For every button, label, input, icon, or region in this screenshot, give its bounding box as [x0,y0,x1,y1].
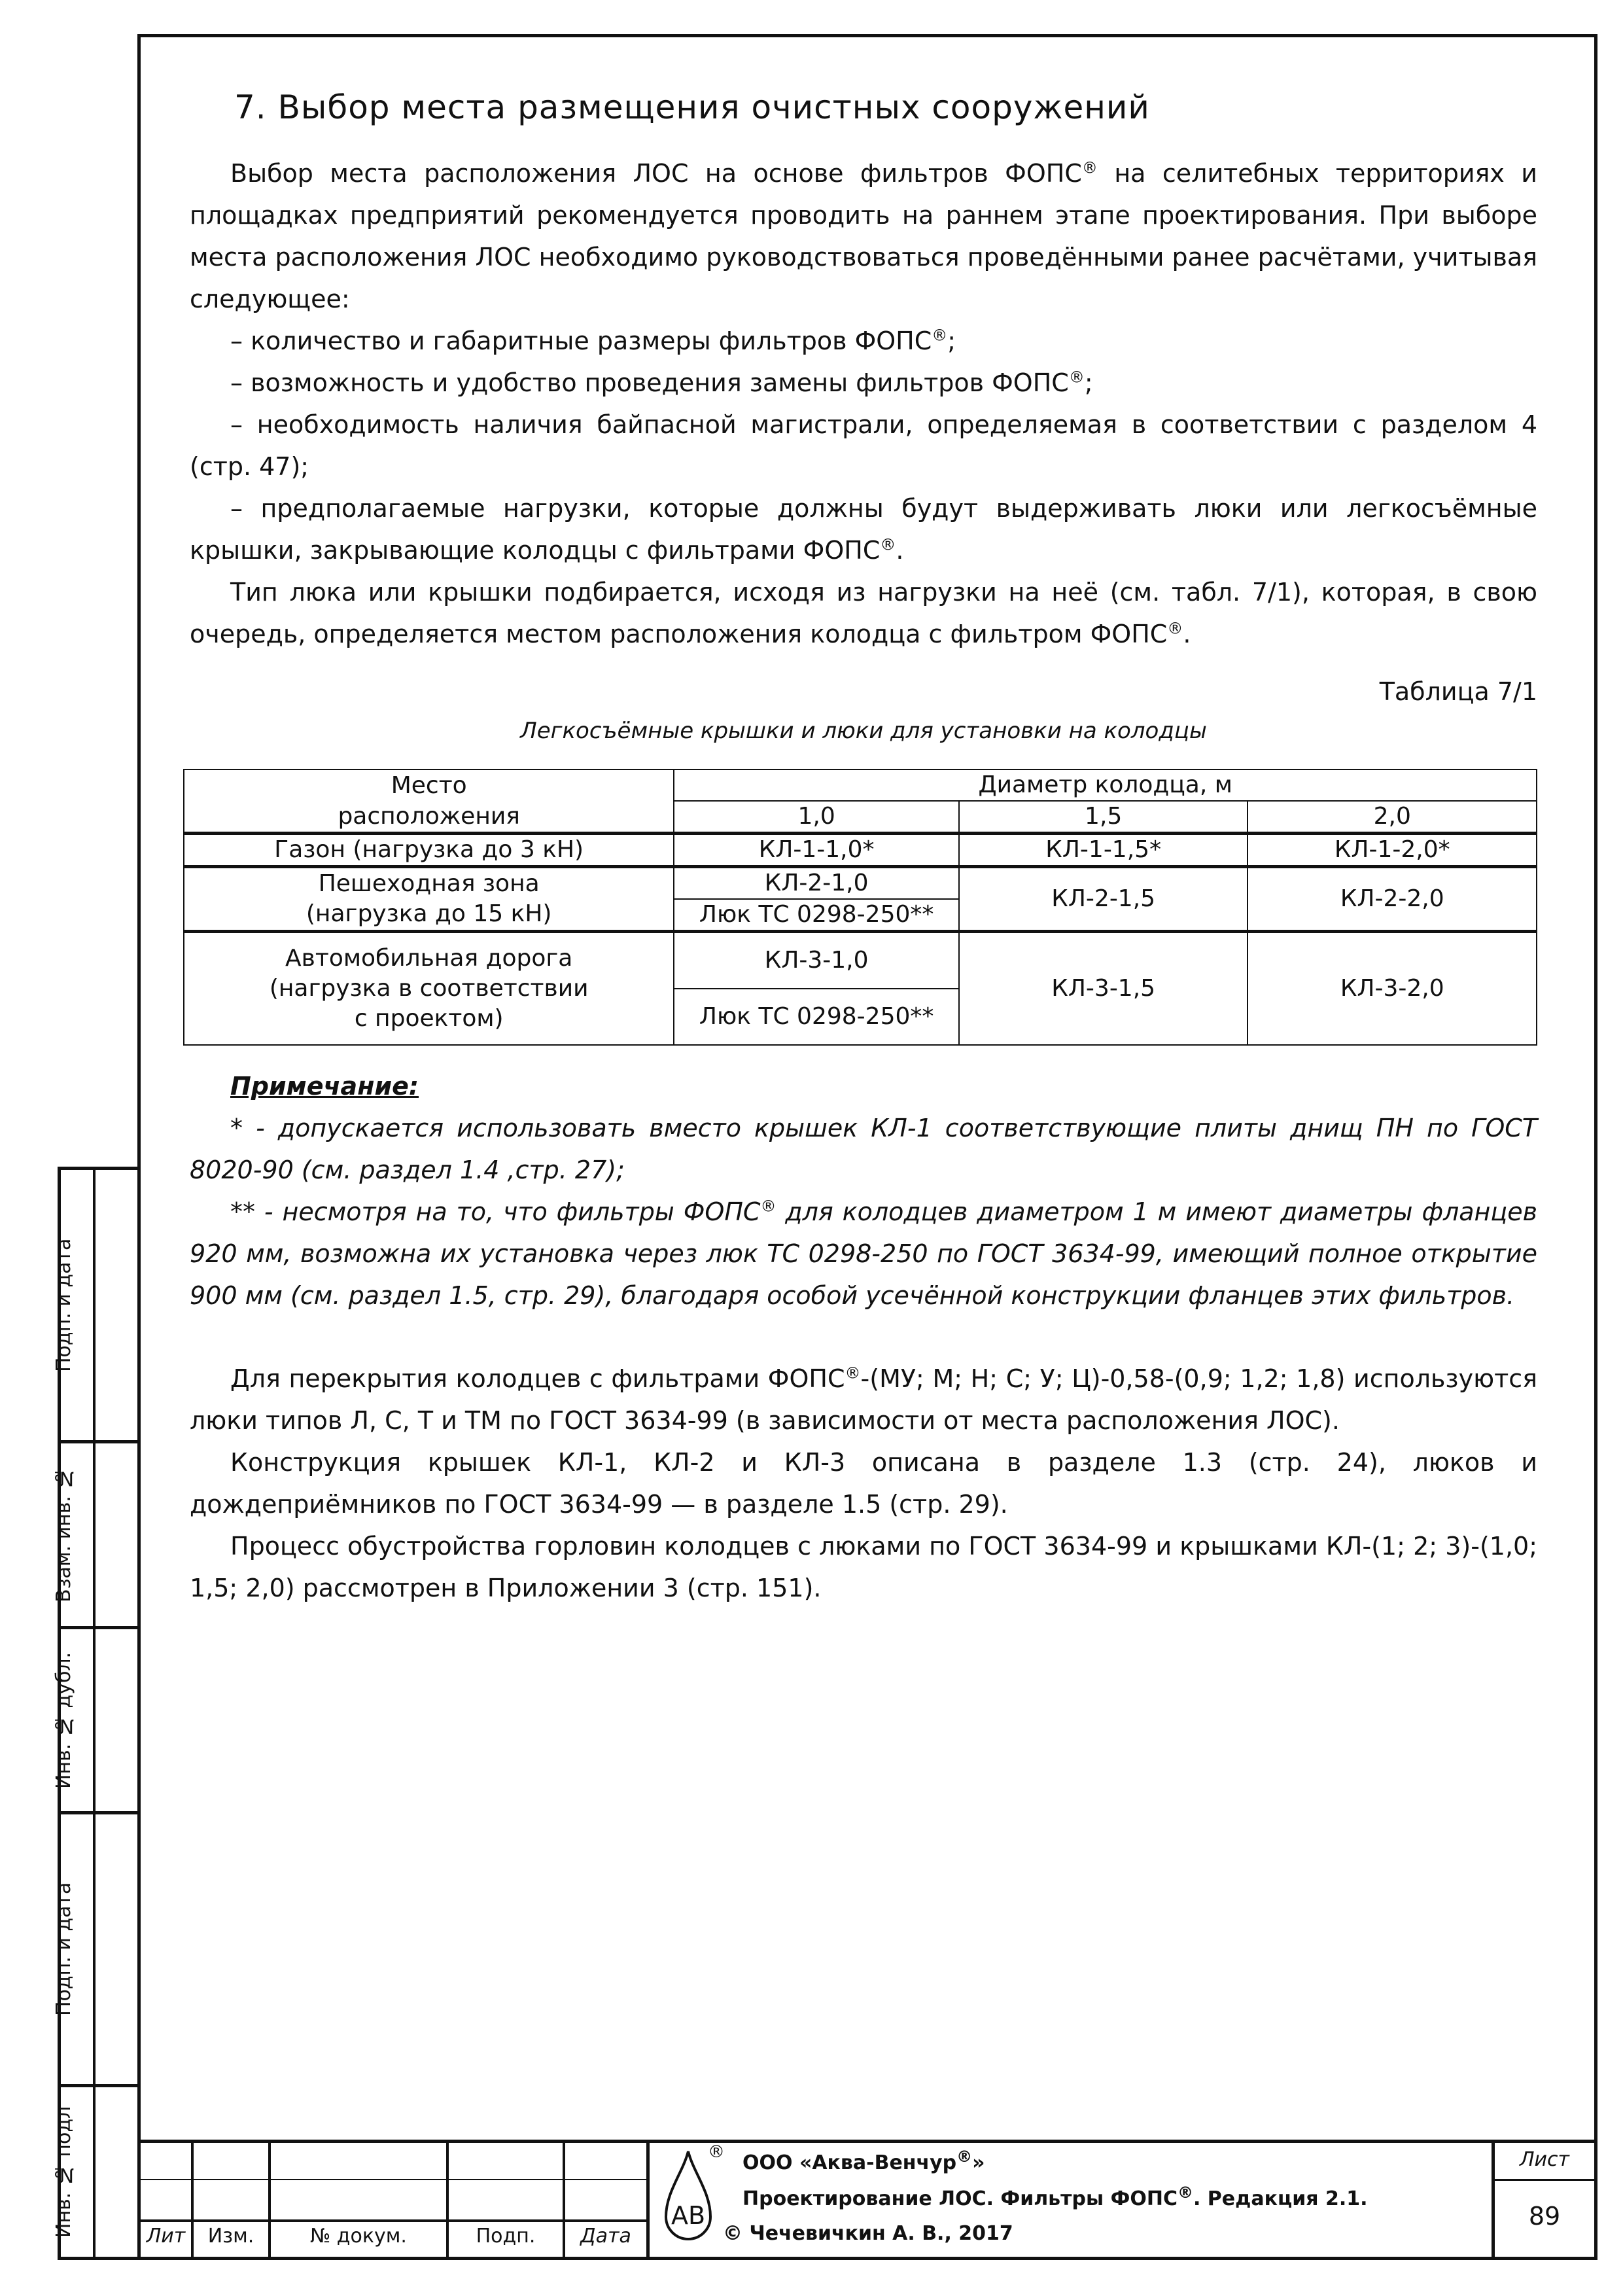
table-cell-text: Пешеходная зона [318,870,540,897]
side-label-orig-inv: Инв. № подл [52,2106,75,2238]
table-number: Таблица 7/1 [1379,677,1537,706]
table-row-lawn [184,834,1537,867]
stamp-izm: Изм. [207,2225,254,2248]
bullet-bypass: – необходимость наличия байпасной магистрали, определяемая в соответствии с разделом 4 (стр. 47); [190,410,1537,481]
stamp-project: Проектирование ЛОС. Фильтры ФОПС®. Редакция 2.1. [742,2183,1368,2210]
side-label-sign-date-2: Подп. и дата [52,1882,75,2017]
table-cell: КЛ-1-2,0* [1248,834,1537,867]
stamp-copyright: © Чечевичкин А. В., 2017 [723,2222,1013,2245]
table-cell-road [184,932,674,1046]
paragraph-intro: Выбор места расположения ЛОС на основе фильтров ФОПС® на селитебных территориях и площадках предприятий рекомендуется проводить на раннем этапе проектирования. При выборе места расположения ЛОС необходимо руководствоваться проведёнными ранее расчётами, учитывая следующее: [190,158,1537,313]
table-cell-text: с проектом) [354,1005,504,1032]
logo-letters: АВ [671,2201,706,2230]
bullet-loads: – предполагаемые нагрузки, которые должны будут выдерживать люки или легкосъёмные крышки, закрывающие колодцы с фильтрами ФОПС®. [190,494,1537,565]
table-cell: КЛ-2-1,0 [674,867,959,900]
side-label-replaced-inv: Взам. инв. № [52,1466,75,1603]
section-title: 7. Выбор места размещения очистных сооружений [234,88,1150,126]
table-cell-text: Автомобильная дорога [285,945,573,972]
drop-logo-icon [662,2146,714,2251]
stamp-row-2 [141,2219,648,2222]
logo-reg-mark: ® [708,2142,725,2162]
paragraph-process: Процесс обустройства горловин колодцев с люками по ГОСТ 3634-99 и крышками КЛ-(1; 2; 3)-(1,0; 1,5; 2,0) рассмотрен в Приложении 3 (стр. 151). [190,1532,1537,1602]
table-cell: Люк ТС 0298-250** [674,989,959,1045]
paragraph-hatches: Для перекрытия колодцев с фильтрами ФОПС®-(МУ; М; Н; С; У; Ц)-0,58-(0,9; 1,2; 1,8) используются люки типов Л, С, Т и ТМ по ГОСТ 3634-99 (в зависимости от места расположения ЛОС). [190,1364,1537,1435]
table-cell-lawn: Газон (нагрузка до 3 кН) [184,834,674,867]
table-cell: КЛ-2-2,0 [1248,867,1537,932]
note-2: ** - несмотря на то, что фильтры ФОПС® для колодцев диаметром 1 м имеют диаметры фланцев 920 мм, возможна их установка через люк ТС 0298-250 по ГОСТ 3634-99, имеющий полное открытие 900 мм (см. раздел 1.5, стр. 29), благодаря особой усечённой конструкции фланцев этих фильтров. [190,1197,1538,1310]
table-row-road [184,932,1537,989]
stamp-sheet-label: Лист [1519,2148,1570,2171]
table-head-diameter: Диаметр колодца, м [674,769,1537,801]
paragraph-construction: Конструкция крышек КЛ-1, КЛ-2 и КЛ-3 описана в разделе 1.3 (стр. 24), люков и дождеприёмников по ГОСТ 3634-99 — в разделе 1.5 (стр. 29). [190,1448,1537,1519]
table-head-row-1 [184,769,1537,801]
covers-table [183,769,1537,1046]
frame-left [137,34,141,2260]
note-1: * - допускается использовать вместо крышек КЛ-1 соответствующие плиты днищ ПН по ГОСТ 8020-90 (см. раздел 1.4 ,стр. 27); [190,1114,1537,1184]
table-head-row-2 [184,801,1537,834]
bullet-filters-size: – количество и габаритные размеры фильтров ФОПС®; [230,326,956,355]
side-label-dup-inv: Инв. № дубл. [52,1651,75,1789]
table-cell-text: (нагрузка до 15 кН) [305,900,552,927]
table-head-d3: 2,0 [1248,801,1537,834]
table-cell-text: (нагрузка в соответствии [269,975,589,1002]
table-cell-pedestrian [184,867,674,932]
table-cell: КЛ-3-1,0 [674,932,959,989]
stamp-sheet-number: 89 [1528,2202,1561,2231]
note-title: Примечание: [230,1072,419,1101]
note-block [190,1065,1537,1316]
table-caption: Легкосъёмные крышки и люки для установки на колодцы [520,718,1207,744]
stamp-company: ООО «Аква-Венчур®» [742,2147,985,2174]
table-head-place-2: расположения [184,801,674,834]
stamp-doc: № докум. [310,2225,407,2248]
frame-bottom [137,2257,1597,2260]
stamp-podp: Подп. [476,2225,536,2248]
frame-right [1594,34,1597,2260]
table-cell: КЛ-1-1,0* [674,834,959,867]
table-cell: Люк ТС 0298-250** [674,899,959,932]
side-strip-bottom [58,2257,141,2260]
stamp-row-1 [141,2179,648,2180]
paragraph-hatch-type: Тип люка или крышки подбирается, исходя из нагрузки на неё (см. табл. 7/1), которая, в свою очередь, определяется местом расположения колодца с фильтром ФОПС®. [190,578,1537,648]
table-cell: КЛ-3-2,0 [1248,932,1537,1046]
table-head-place-1: Место [184,769,674,801]
stamp-col-5 [646,2140,650,2260]
stamp-sheet-sep [1492,2179,1597,2181]
side-label-sign-date-1: Подп. и дата [52,1238,75,1372]
table-head-d2: 1,5 [959,801,1248,834]
table-cell: КЛ-2-1,5 [959,867,1248,932]
table-head-d1: 1,0 [674,801,959,834]
company-logo [662,2146,714,2251]
stamp-data: Дата [580,2225,631,2248]
table-cell: КЛ-1-1,5* [959,834,1248,867]
table-cell: КЛ-3-1,5 [959,932,1248,1046]
table-row-pedestrian [184,867,1537,900]
stamp-top-line [137,2140,1597,2143]
stamp-lit: Лит [146,2225,186,2248]
bullet-replacement: – возможность и удобство проведения замены фильтров ФОПС®; [230,368,1093,397]
frame-top [137,34,1597,37]
after-note-block [190,1358,1537,1609]
main-content [190,88,1537,748]
